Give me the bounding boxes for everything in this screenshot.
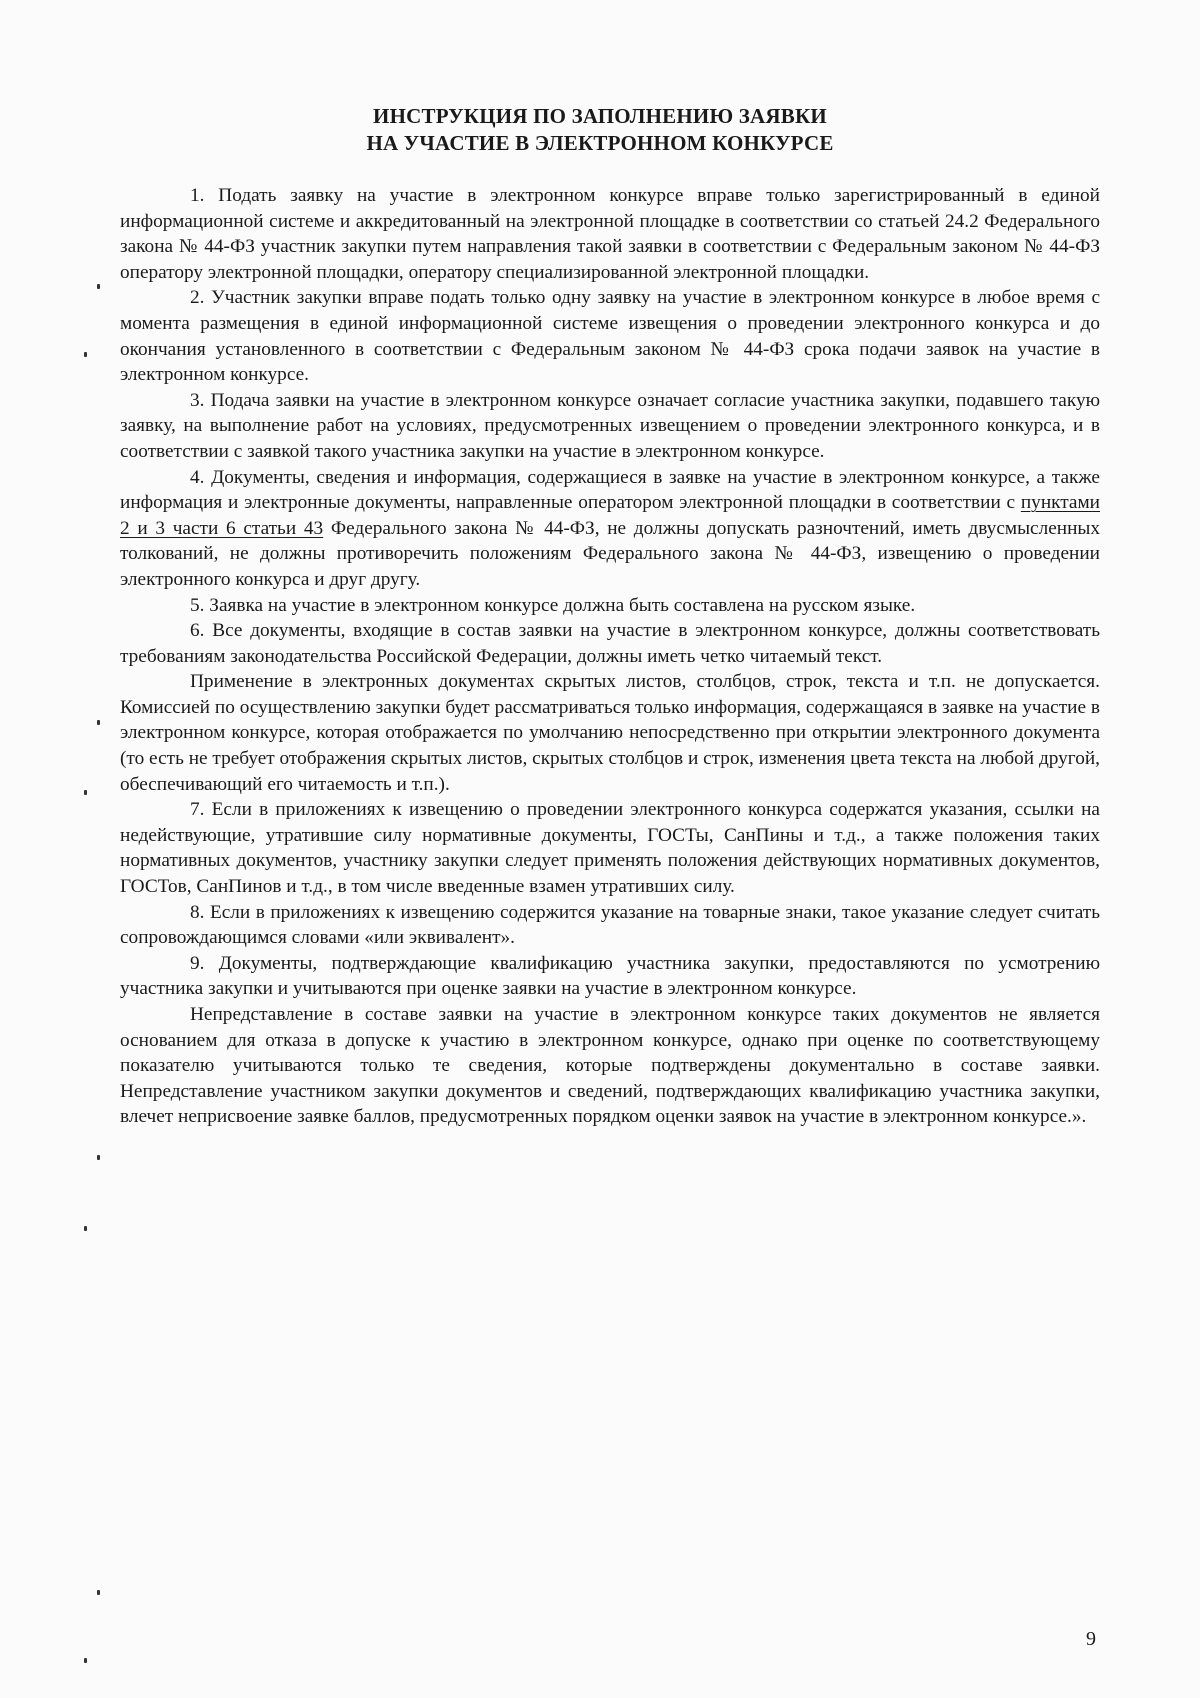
scan-mark [97,1590,100,1595]
paragraph-1: 1. Подать заявку на участие в электронном конкурсе вправе только зарегистрированный в единой информационной системе и аккредитованный на электронной площадке в соответствии со статьей 24.2 Федерального закона № 44-ФЗ участник закупки путем направления такой заявки в соответствии с Федеральным законом № 44-ФЗ оператору электронной площадки, оператору специализированной электронной площадки. [120,185,1100,283]
paragraph-4-text-end: Федерального закона № 44-ФЗ, не должны допускать разночтений, иметь двусмысленных толкований, не должны противоречить положениям Федерального закона № 44-ФЗ, извещению о проведении электронного конкурса и друг другу. [120,517,1100,590]
document-body [120,183,1100,1130]
page-number: 9 [1086,1628,1096,1650]
scan-mark [97,284,100,289]
paragraph-4-text-start: 4. Документы, сведения и информация, содержащиеся в заявке на участие в электронном конкурсе, а также информация и электронные документы, направленные оператором электронной площадки в соответствии с [120,466,1100,514]
paragraph-3: 3. Подача заявки на участие в электронном конкурсе означает согласие участника закупки, подавшего такую заявку, на выполнение работ на условиях, предусмотренных извещением о проведении электронного конкурса, и в соответствии с заявкой такого участника закупки на участие в электронном конкурсе. [120,389,1100,462]
paragraph-8: 8. Если в приложениях к извещению содержится указание на товарные знаки, такое указание следует считать сопровождающимся словами «или эквивалент». [120,901,1100,949]
paragraph-6: 6. Все документы, входящие в состав заявки на участие в электронном конкурсе, должны соответствовать требованиям законодательства Российской Федерации, должны иметь четко читаемый текст. [120,620,1100,667]
scan-mark [84,1658,87,1663]
scan-mark [84,790,87,795]
scan-mark [84,352,87,357]
title-line-2: НА УЧАСТИЕ В ЭЛЕКТРОННОМ КОНКУРСЕ [366,131,834,155]
paragraph-2: 2. Участник закупки вправе подать только одну заявку на участие в электронном конкурсе в любое время с момента размещения в единой информационной системе извещения о проведении электронного конкурса и до окончания установленного в соответствии с Федеральным законом № 44-ФЗ срока подачи заявок на участие в электронном конкурсе. [120,287,1100,386]
scan-mark [84,1226,87,1231]
paragraph-9-continued: Непредставление в составе заявки на участие в электронном конкурсе таких документов не является основанием для отказа в допуске к участию в электронном конкурсе, однако при оценке по соответствующему показателю учитываются только те сведения, которые подтверждены документально в составе заявки. Непредставление участником закупки документов и сведений, подтверждающих квалификацию участника закупки, влечет неприсвоение заявке баллов, предусмотренных порядком оценки заявок на участие в электронном конкурсе.». [120,1004,1100,1128]
paragraph-5: 5. Заявка на участие в электронном конкурсе должна быть составлена на русском языке. [190,594,916,616]
document-title [0,103,1200,157]
law-reference-link[interactable]: пунктами 2 и 3 части 6 статьи 43 [120,492,1100,539]
paragraph-4 [120,465,1100,593]
scan-mark [97,720,100,725]
paragraph-7: 7. Если в приложениях к извещению о проведении электронного конкурса содержатся указания, ссылки на недействующие, утратившие силу нормативные документы, ГОСТы, СанПины и т.д., а также положения таких нормативных документов, участнику закупки следует применять положения действующих нормативных документов, ГОСТов, СанПинов и т.д., в том числе введенные взамен утративших силу. [120,799,1100,898]
scan-mark [97,1155,100,1160]
title-line-1: ИНСТРУКЦИЯ ПО ЗАПОЛНЕНИЮ ЗАЯВКИ [373,104,827,128]
paragraph-6-continued: Применение в электронных документах скрытых листов, столбцов, строк, текста и т.п. не допускается. Комиссией по осуществлению закупки будет рассматриваться только информация, содержащаяся в заявке на участие в электронном конкурсе, которая отображается по умолчанию непосредственно при открытии электронного документа (то есть не требует отображения скрытых листов, скрытых столбцов и строк, изменения цвета текста на любой другой, обеспечивающий его читаемость и т.п.). [120,671,1100,795]
paragraph-9: 9. Документы, подтверждающие квалификацию участника закупки, предоставляются по усмотрению участника закупки и учитываются при оценке заявки на участие в электронном конкурсе. [120,952,1100,1000]
